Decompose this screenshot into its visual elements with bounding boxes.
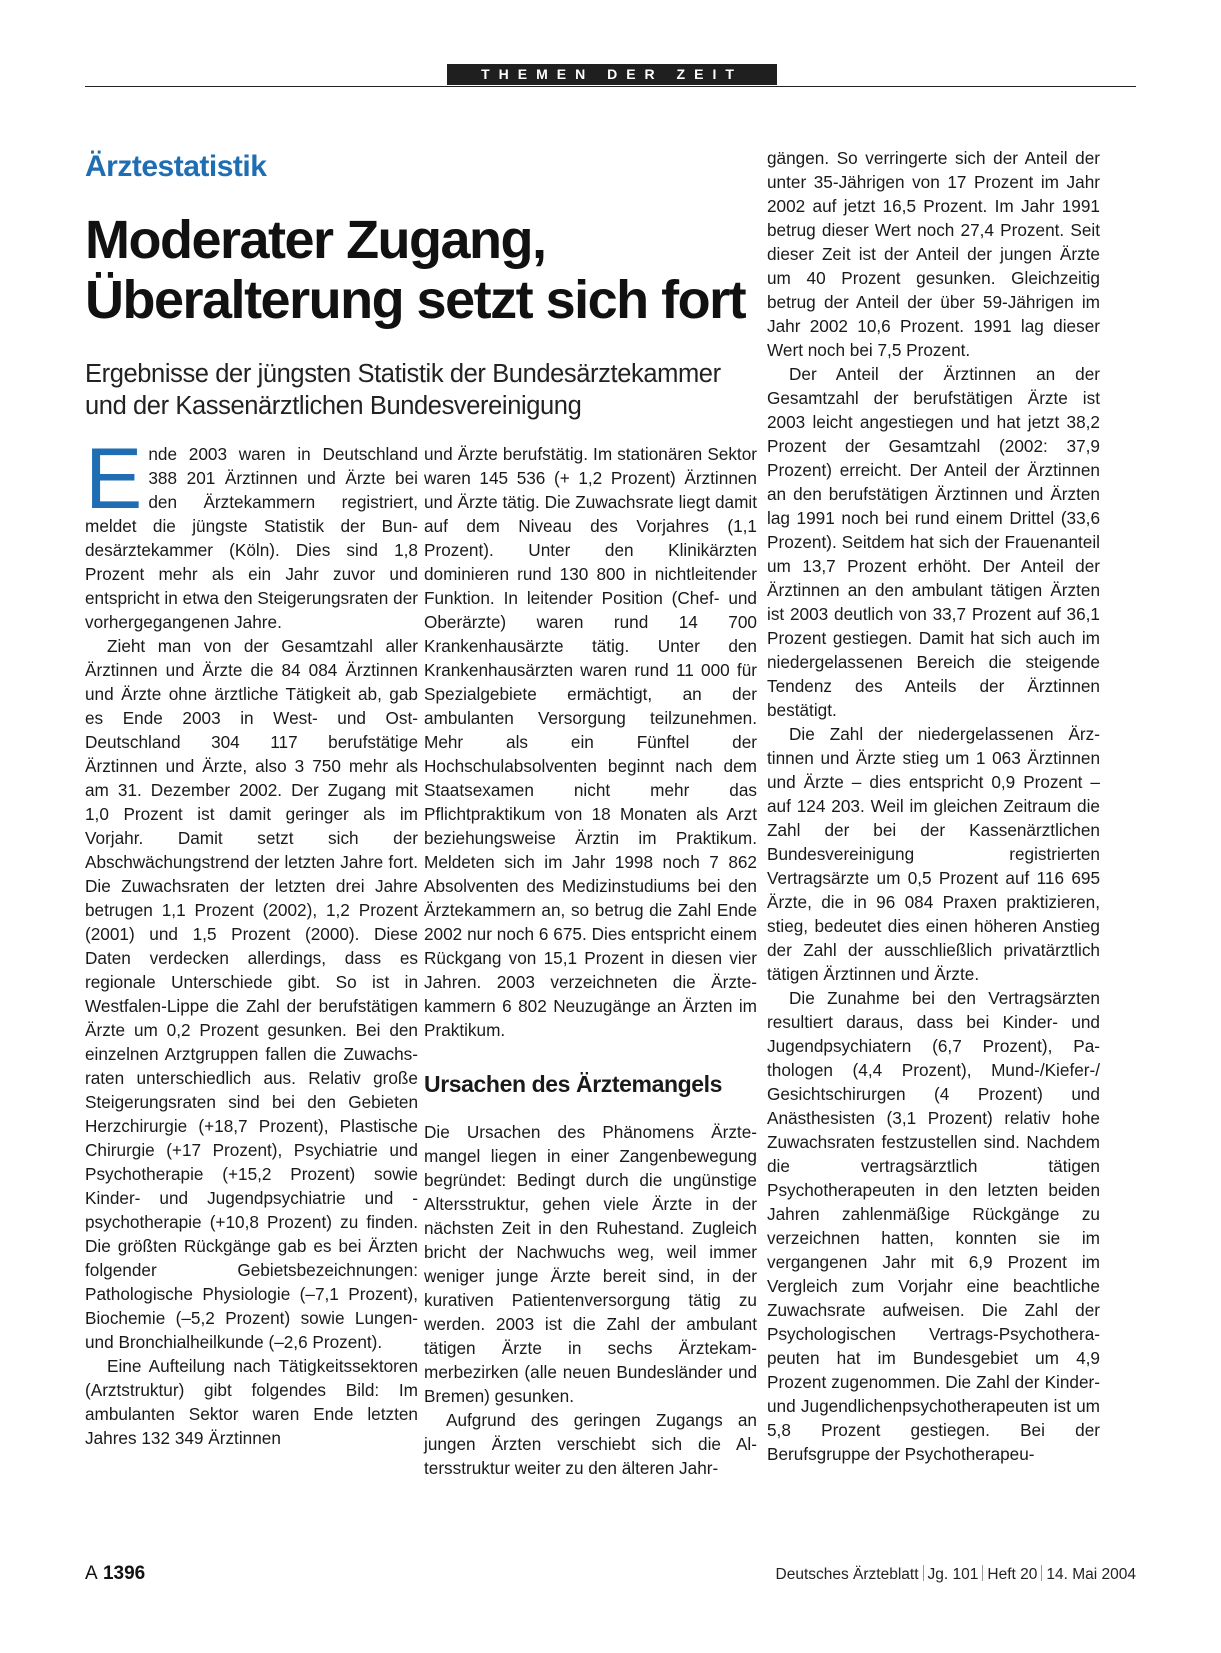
page-prefix: A xyxy=(85,1563,98,1584)
paragraph: Der Anteil der Ärztinnen an der Gesamtzahl der berufstätigen Ärzte ist 2003 leicht angestiegen und hat jetzt 38,2 Prozent der Gesamtzahl (2002: 37,9 Prozent) erreicht. Der Anteil der Ärztinnen an den berufstätigen Ärztinnen und Ärzten lag 1991 noch bei rund einem Drittel (33,6 Prozent). Seitdem hat sich der Frauenanteil um 13,7 Prozent erhöht. Der Anteil der Ärztinnen an den ambulant tätigen Ärzten ist 2003 deutlich von 33,7 Prozent auf 36,1 Prozent gestiegen. Damit hat sich auch im niedergelassenen Bereich die steigende Tendenz des Anteils der Ärztinnen bestätigt. xyxy=(767,364,1100,720)
headline-line-2: Überalterung setzt sich fort xyxy=(85,270,746,330)
deck-line-2: und der Kassenärztlichen Bundesvereinigung xyxy=(85,392,582,420)
divider xyxy=(923,1565,924,1581)
drop-cap: E xyxy=(85,431,143,527)
paragraph: Aufgrund des geringen Zugangs an jungen Ärzten verschiebt sich die Altersstruktur weiter zu den älteren Jahr- xyxy=(424,1410,757,1478)
journal-volume: Jg. 101 xyxy=(927,1566,979,1583)
text-column-3 xyxy=(767,146,1100,1466)
page-number xyxy=(85,1563,145,1585)
article-deck xyxy=(85,358,765,422)
paragraph-text: nde 2003 waren in Deutschland 388 201 Ärztinnen und Ärzte bei den Ärztekammern registriert, meldet die jüngste Statistik der Bundesärztekammer (Köln). Dies sind 1,8 Prozent mehr als ein Jahr zuvor und entspricht in etwa den Steigerungsraten der vorhergegangenen Jahre. xyxy=(85,444,418,632)
header-rule xyxy=(85,86,1136,87)
paragraph: Eine Aufteilung nach Tätigkeitssektoren (Arztstruktur) gibt folgendes Bild: Im ambulanten Sektor waren Ende letzten Jahres 132 349 Ärztinnen xyxy=(85,1356,418,1448)
headline-line-1: Moderater Zugang, xyxy=(85,210,546,270)
paragraph: und Ärzte berufstätig. Im stationären Sektor waren 145 536 (+ 1,2 Prozent) Ärztinnen und Ärzte tätig. Die Zuwachsrate liegt damit auf dem Niveau des Vorjahres (1,1 Prozent). Unter den Klinikärzten dominieren rund 130 800 in nichtleitender Funktion. In leitender Position (Chef- und Oberärzte) waren rund 14 700 Krankenhausärzte tätig. Unter den Krankenhausärzten waren rund 11 000 für Spezialgebiete ermächtigt, an der ambulanten Versorgung teilzunehmen. Mehr als ein Fünftel der Hochschulabsolventen beginnt nach dem Staatsexamen nicht mehr das Pflichtpraktikum von 18 Monaten als Arzt beziehungsweise Ärztin im Praktikum. Meldeten sich im Jahr 1998 noch 7 862 Absolventen des Medizinstudiums bei den Ärztekammern an, so betrug die Zahl Ende 2002 nur noch 6 675. Dies entspricht einem Rückgang von 15,1 Prozent in diesen vier Jahren. 2003 verzeichneten die Ärztekammern 6 802 Neuzugänge an Ärzten im Praktikum. xyxy=(424,444,757,1040)
divider xyxy=(1041,1565,1042,1581)
text-column-2 xyxy=(424,442,757,1480)
article-headline xyxy=(85,210,785,330)
text-column-1 xyxy=(85,431,418,1450)
paragraph: Die Zunahme bei den Vertragsärzten resultiert daraus, dass bei Kinder- und Jugendpsychiatern (6,7 Prozent), Pathologen (4,4 Prozent), Mund-/Kiefer-/ Gesichtschirurgen (4 Prozent) und Anästhesisten (3,1 Prozent) relativ hohe Zuwachsraten festzustellen sind. Nachdem die vertragsärztlich tätigen Psychotherapeuten in den letzten beiden Jahren zahlenmäßige Rückgänge zu verzeichnen hatten, konnten sie im vergangenen Jahr mit 6,9 Prozent im Vergleich zum Vorjahr eine beachtliche Zuwachsrate aufweisen. Die Zahl der Psychologischen Vertrags-Psychotherapeuten hat im Bundesgebiet um 4,9 Prozent zugenommen. Die Zahl der Kinder- und Jugendlichenpsychotherapeuten ist um 5,8 Prozent gestiegen. Bei der Berufsgruppe der Psychotherapeu- xyxy=(767,988,1100,1464)
section-label: THEMEN DER ZEIT xyxy=(447,64,777,85)
paragraph: Die Ursachen des Phänomens Ärztemangel liegen in einer Zangenbewegung begründet: Bedingt durch die ungünstige Altersstruktur, gehen viele Ärzte in der nächsten Zeit in den Ruhestand. Zugleich bricht der Nachwuchs weg, weil immer weniger junge Ärzte bereit sind, in der kurativen Patientenversorgung tätig zu werden. 2003 ist die Zahl der ambulant tätigen Ärzte in sechs Ärztekammerbezirken (alle neuen Bundesländer und Bremen) gesunken. xyxy=(424,1122,757,1406)
journal-issue: Heft 20 xyxy=(987,1566,1038,1583)
journal-info xyxy=(776,1565,1136,1584)
journal-name: Deutsches Ärzteblatt xyxy=(775,1566,919,1583)
section-heading: Ursachen des Ärztemangels xyxy=(424,1071,723,1097)
paragraph: Die Zahl der niedergelassenen Ärztinnen und Ärzte stieg um 1 063 Ärztinnen und Ärzte – dies entspricht 0,9 Prozent – auf 124 203. Weil im gleichen Zeitraum die Zahl der bei der Kassenärztlichen Bundesvereinigung registrierten Vertragsärzte um 0,5 Prozent auf 116 695 Ärzte, die in 96 084 Praxen praktizieren, stieg, bedeutet dies einen höheren Anstieg der Zahl der ausschließlich privatärztlich tätigen Ärztinnen und Ärzte. xyxy=(767,724,1100,984)
divider xyxy=(982,1565,983,1581)
paragraph: gängen. So verringerte sich der Anteil der unter 35-Jährigen von 17 Prozent im Jahr 2002 auf jetzt 16,5 Prozent. Im Jahr 1991 betrug dieser Wert noch 27,4 Prozent. Seit dieser Zeit ist der Anteil der jungen Ärzte um 40 Prozent gesunken. Gleichzeitig betrug der Anteil der über 59-Jährigen im Jahr 2002 10,6 Prozent. 1991 lag dieser Wert noch bei 7,5 Prozent. xyxy=(767,148,1100,360)
deck-line-1: Ergebnisse der jüngsten Statistik der Bundesärztekammer xyxy=(85,360,721,388)
journal-date: 14. Mai 2004 xyxy=(1046,1566,1136,1583)
paragraph xyxy=(85,431,418,634)
paragraph: Zieht man von der Gesamtzahl aller Ärztinnen und Ärzte die 84 084 Ärztinnen und Ärzte ohne ärztliche Tätigkeit ab, gab es Ende 2003 in West- und Ost-Deutschland 304 117 berufstätige Ärztinnen und Ärzte, also 3 750 mehr als am 31. Dezember 2002. Der Zugang mit 1,0 Prozent ist damit geringer als im Vorjahr. Damit setzt sich der Abschwächungstrend der letzten Jahre fort. Die Zuwachsraten der letzten drei Jahre betrugen 1,1 Prozent (2002), 1,2 Prozent (2001) und 1,5 Prozent (2000). Diese Daten verdecken allerdings, dass es regionale Unterschiede gibt. So ist in Westfalen-Lippe die Zahl der berufstätigen Ärzte um 0,2 Prozent gesunken. Bei den einzelnen Arztgruppen fallen die Zuwachsraten unterschiedlich aus. Relativ große Steigerungsraten sind bei den Gebieten Herzchirurgie (+18,7 Prozent), Plastische Chirurgie (+17 Prozent), Psychiatrie und Psychotherapie (+15,2 Prozent) sowie Kinder- und Jugendpsychiatrie und -psychotherapie (+10,8 Prozent) zu finden. Die größten Rückgänge gab es bei Ärzten folgender Gebietsbezeichnungen: Pathologische Physiologie (–7,1 Prozent), Biochemie (–5,2 Prozent) sowie Lungen- und Bronchialheilkunde (–2,6 Prozent). xyxy=(85,636,418,1352)
article-rubric: Ärztestatistik xyxy=(85,150,267,183)
page-number-value: 1396 xyxy=(102,1563,146,1584)
